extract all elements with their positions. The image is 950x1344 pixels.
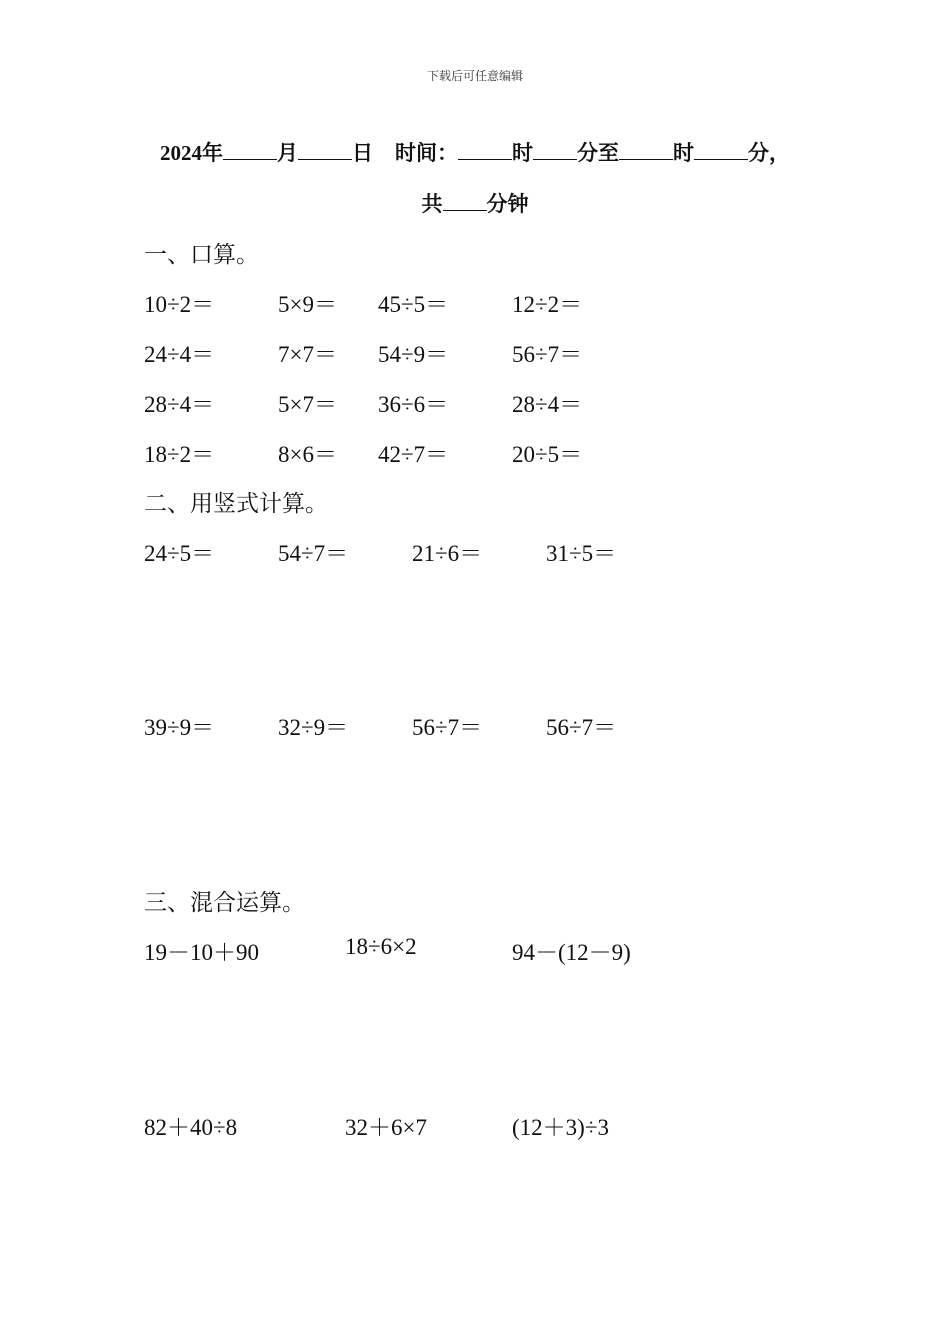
end-minute-label: 分， xyxy=(748,141,790,165)
total-label: 共 xyxy=(421,192,443,216)
section-oral-heading: 一、口算。 xyxy=(144,242,259,267)
end-hour-label: 时 xyxy=(673,141,694,165)
year-label: 年 xyxy=(202,141,223,165)
vertical-problem: 24÷5＝ xyxy=(144,541,215,566)
date-time-line xyxy=(0,137,950,167)
vertical-problem: 56÷7＝ xyxy=(546,715,617,740)
oral-problem: 24÷4＝ xyxy=(144,342,215,367)
mixed-problem: (12＋3)÷3 xyxy=(512,1115,609,1140)
oral-problem: 7×7＝ xyxy=(278,342,337,367)
section-mixed-heading: 三、混合运算。 xyxy=(144,890,305,915)
vertical-problem: 21÷6＝ xyxy=(412,541,483,566)
oral-problem: 5×9＝ xyxy=(278,292,337,317)
total-minutes-blank xyxy=(443,192,487,211)
oral-problem: 36÷6＝ xyxy=(378,392,449,417)
oral-problem: 42÷7＝ xyxy=(378,442,449,467)
year-text: 2024 xyxy=(160,141,202,165)
mixed-problem: 18÷6×2 xyxy=(345,934,417,959)
mixed-problem: 19－10＋90 xyxy=(144,940,259,965)
oral-problem: 5×7＝ xyxy=(278,392,337,417)
section-vertical-heading: 二、用竖式计算。 xyxy=(144,491,328,516)
oral-problem: 8×6＝ xyxy=(278,442,337,467)
oral-problem: 45÷5＝ xyxy=(378,292,449,317)
oral-problem: 28÷4＝ xyxy=(144,392,215,417)
minute-to-label: 分至 xyxy=(577,141,619,165)
hour-label: 时 xyxy=(512,141,533,165)
vertical-problem: 32÷9＝ xyxy=(278,715,349,740)
mixed-problem: 82＋40÷8 xyxy=(144,1115,238,1140)
end-minute-blank xyxy=(694,141,748,160)
oral-problem: 28÷4＝ xyxy=(512,392,583,417)
page-header: 下载后可任意编辑 xyxy=(426,69,523,83)
month-blank xyxy=(223,141,277,160)
vertical-problem: 54÷7＝ xyxy=(278,541,349,566)
oral-problem: 56÷7＝ xyxy=(512,342,583,367)
start-minute-blank xyxy=(533,141,577,160)
time-label: 时间： xyxy=(395,141,458,165)
oral-problem: 18÷2＝ xyxy=(144,442,215,467)
mixed-problem: 94－(12－9) xyxy=(512,940,631,965)
oral-problem: 54÷9＝ xyxy=(378,342,449,367)
month-label: 月 xyxy=(277,141,298,165)
start-hour-blank xyxy=(458,141,512,160)
day-label: 日 xyxy=(352,141,373,165)
vertical-problem: 39÷9＝ xyxy=(144,715,215,740)
mixed-problem: 32＋6×7 xyxy=(345,1115,427,1140)
end-hour-blank xyxy=(619,141,673,160)
day-blank xyxy=(298,141,352,160)
vertical-problem: 56÷7＝ xyxy=(412,715,483,740)
oral-problem: 12÷2＝ xyxy=(512,292,583,317)
minutes-label: 分钟 xyxy=(486,192,529,216)
oral-problem: 10÷2＝ xyxy=(144,292,215,317)
oral-problem: 20÷5＝ xyxy=(512,442,583,467)
vertical-problem: 31÷5＝ xyxy=(546,541,617,566)
total-time-line xyxy=(0,188,950,218)
